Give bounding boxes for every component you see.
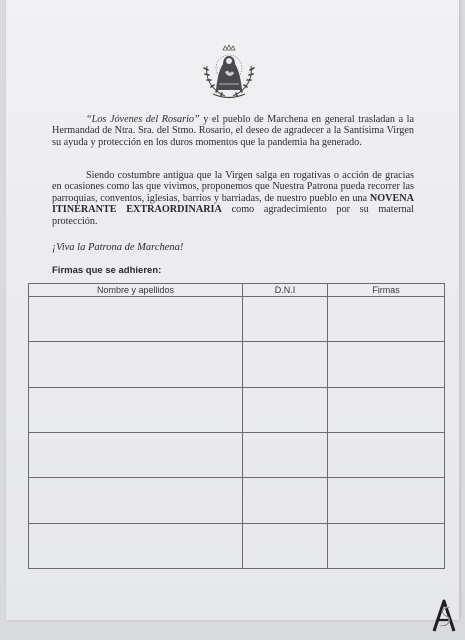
dni-cell[interactable] xyxy=(243,478,328,523)
name-cell[interactable] xyxy=(29,478,243,523)
column-header-dni: D.N.I xyxy=(243,284,328,297)
intro-paragraph xyxy=(52,114,414,148)
name-cell[interactable] xyxy=(29,523,243,568)
table-row xyxy=(29,387,445,432)
dni-cell[interactable] xyxy=(243,432,328,477)
signature-cell[interactable] xyxy=(328,342,445,387)
intro-paragraph-body: y el pueblo de Marchena en general trasladan a la Hermandad de Ntra. Sra. del Stmo. Rosario, el deseo de agradecer a la Santísima Virgen su ayuda y protección en los duros momentos que la pandemia ha generado. xyxy=(52,114,415,148)
signatures-label: Firmas que se adhieren: xyxy=(52,265,162,276)
signature-cell[interactable] xyxy=(328,297,445,342)
table-row xyxy=(29,478,445,523)
dni-cell[interactable] xyxy=(243,523,328,568)
name-cell[interactable] xyxy=(29,297,243,342)
signature-cell[interactable] xyxy=(328,523,445,568)
group-name: “Los Jóvenes del Rosario” xyxy=(86,114,200,125)
signature-cell[interactable] xyxy=(328,432,445,477)
name-cell[interactable] xyxy=(29,432,243,477)
table-row xyxy=(29,523,445,568)
column-header-signature: Firmas xyxy=(328,284,445,297)
signature-cell[interactable] xyxy=(328,387,445,432)
virgin-emblem-icon xyxy=(199,44,259,104)
name-cell[interactable] xyxy=(29,342,243,387)
signature-cell[interactable] xyxy=(328,478,445,523)
proposal-text-after: como agradecimiento por su maternal protección. xyxy=(52,204,415,227)
table-row xyxy=(29,297,445,342)
column-header-name: Nombre y apellidos xyxy=(29,284,243,297)
proposal-paragraph xyxy=(52,170,414,227)
name-cell[interactable] xyxy=(29,387,243,432)
proposal-text-before: Siendo costumbre antigua que la Virgen salga en rogativas o acción de gracias en ocasiones como las que vivimos, proponemos que Nuestra Patrona pueda recorrer las parroquias, conventos, iglesias, barrios y barriadas, de nuestro pueblo en una xyxy=(52,170,414,204)
table-row xyxy=(29,342,445,387)
monogram-stamp-icon xyxy=(428,598,460,634)
table-row xyxy=(29,432,445,477)
closing-exclamation: ¡Viva la Patrona de Marchena! xyxy=(52,242,184,253)
dni-cell[interactable] xyxy=(243,297,328,342)
signatures-table xyxy=(28,283,444,569)
table-header-row xyxy=(29,284,445,297)
document-page xyxy=(6,0,459,620)
dni-cell[interactable] xyxy=(243,387,328,432)
dni-cell[interactable] xyxy=(243,342,328,387)
novena-highlight: NOVENA ITINERANTE EXTRAORDINARIA xyxy=(52,192,414,216)
